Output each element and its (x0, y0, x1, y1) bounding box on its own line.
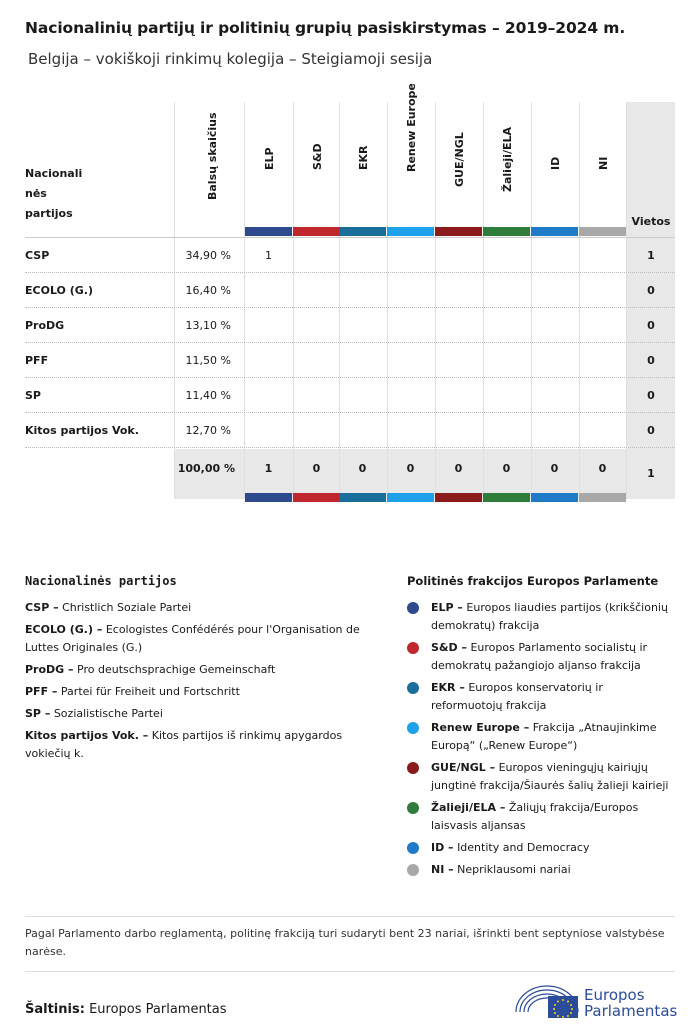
political-group-name: Europos Parlamento socialistų ir demokratų pažangiojo aljanso frakcija (431, 641, 648, 672)
row-party-5: Kitos partijos Vok. (25, 424, 139, 437)
group-color-bar-bottom (435, 493, 482, 502)
row-votes-0: 34,90 % (185, 249, 231, 262)
column-divider (531, 102, 532, 499)
national-party-abbr: Kitos partijos Vok. – (25, 729, 149, 742)
national-party-abbr: CSP – (25, 601, 59, 614)
row-seats-5: 0 (647, 424, 655, 437)
political-group-abbr: GUE/NGL – (431, 761, 496, 774)
group-color-dot-icon (407, 602, 419, 614)
group-header-6: ID (548, 156, 562, 170)
political-group-abbr: Žalieji/ELA – (431, 801, 506, 814)
column-divider (244, 102, 245, 499)
national-party-item (25, 683, 375, 701)
row-divider (25, 377, 675, 378)
group-color-bar-top (531, 227, 578, 236)
national-party-item (25, 727, 375, 763)
political-groups-heading: Politinės frakcijos Europos Parlamente (407, 574, 659, 588)
totals-votes: 100,00 % (177, 462, 235, 475)
column-divider (174, 102, 175, 499)
national-party-abbr: PFF – (25, 685, 58, 698)
national-party-item (25, 621, 375, 657)
political-groups-legend (407, 572, 677, 883)
group-color-bar-top (293, 227, 340, 236)
column-divider (483, 102, 484, 499)
group-color-bar-top (387, 227, 434, 236)
totals-group-4: 0 (454, 462, 463, 475)
group-header-7: NI (596, 156, 610, 170)
group-color-dot-icon (407, 722, 419, 734)
national-party-name: Christlich Soziale Partei (62, 601, 192, 614)
row-votes-2: 13,10 % (185, 319, 231, 332)
group-header-4: GUE/NGL (452, 132, 466, 187)
row-party-2: ProDG (25, 319, 65, 332)
political-group-name: Nepriklausomi nariai (457, 863, 571, 876)
page-subtitle: Belgija – vokiškoji rinkimų kolegija – Steigiamoji sesija (28, 50, 433, 68)
totals-group-2: 0 (358, 462, 367, 475)
row-seats-3: 0 (647, 354, 655, 367)
group-header-3: Renew Europe (404, 83, 418, 172)
party-header-line: Nacionali (25, 167, 83, 180)
political-group-name: Europos konservatorių ir reformuotojų frakcija (431, 681, 603, 712)
political-group-abbr: ID – (431, 841, 454, 854)
logo-line-1: Europos (584, 986, 645, 1004)
source-value: Europos Parlamentas (89, 1002, 227, 1017)
column-divider (293, 102, 294, 499)
national-party-name: Sozialistische Partei (53, 707, 163, 720)
group-header-0: ELP (262, 147, 276, 170)
row-party-1: ECOLO (G.) (25, 284, 93, 297)
totals-group-5: 0 (502, 462, 511, 475)
group-color-bar-bottom (339, 493, 386, 502)
national-party-item (25, 705, 375, 723)
totals-group-7: 0 (598, 462, 607, 475)
group-color-bar-top (579, 227, 626, 236)
column-divider (339, 102, 340, 499)
column-divider (387, 102, 388, 499)
row-party-0: CSP (25, 249, 50, 262)
political-group-abbr: NI – (431, 863, 454, 876)
political-group-item (407, 861, 677, 879)
political-group-item (407, 719, 677, 755)
row-seats-0: 1 (647, 249, 655, 262)
political-group-abbr: EKR – (431, 681, 465, 694)
row-divider (25, 272, 675, 273)
column-divider (626, 102, 627, 499)
political-group-name: Frakcija „Atnaujinkime Europą“ („Renew Europe“) (431, 721, 657, 752)
column-divider (435, 102, 436, 499)
political-group-item (407, 639, 677, 675)
row-divider (25, 447, 675, 448)
group-color-bar-top (245, 227, 292, 236)
group-color-bar-top (339, 227, 386, 236)
party-header-line: partijos (25, 207, 73, 220)
group-header-5: Žalieji/ELA (500, 127, 514, 192)
group-color-bar-bottom (531, 493, 578, 502)
group-color-dot-icon (407, 642, 419, 654)
political-group-name: Žaliųjų frakcija/Europos laisvasis aljansas (431, 801, 639, 832)
group-color-dot-icon (407, 864, 419, 876)
political-group-name: Europos liaudies partijos (krikščionių demokratų) frakcija (431, 601, 668, 632)
political-group-abbr: S&D – (431, 641, 467, 654)
political-group-name: Europos vieningųjų kairiųjų jungtinė frakcija/Šiaurės šalių žalieji kairieji (431, 761, 669, 792)
group-color-bar-top (483, 227, 530, 236)
votes-column-header: Balsų skaičius (206, 112, 219, 200)
totals-group-0: 1 (264, 462, 273, 475)
national-party-item (25, 661, 375, 679)
group-color-dot-icon (407, 682, 419, 694)
group-header-2: EKR (356, 145, 370, 170)
footnote: Pagal Parlamento darbo reglamentą, politinę frakciją turi sudaryti bent 23 nariai, išrinkti bent septyniose valstybėse narėse. (25, 916, 675, 972)
logo-line-2: Parlamentas (584, 1002, 678, 1020)
group-color-bar-bottom (579, 493, 626, 502)
group-header-1: S&D (310, 143, 324, 170)
national-parties-heading: Nacionalinės partijos (25, 574, 177, 588)
national-party-abbr: SP – (25, 707, 51, 720)
totals-group-3: 0 (406, 462, 415, 475)
row-seats-4: 0 (647, 389, 655, 402)
group-color-bar-bottom (387, 493, 434, 502)
national-party-name: Kitos partijos iš rinkimų apygardos vokiečių k. (25, 729, 343, 760)
national-party-abbr: ProDG – (25, 663, 74, 676)
row-0-group-0: 1 (265, 249, 272, 262)
totals-seats: 1 (647, 467, 655, 480)
political-group-name: Identity and Democracy (457, 841, 590, 854)
ep-emblem-icon (514, 982, 580, 1022)
group-color-bar-bottom (483, 493, 530, 502)
group-color-bar-bottom (245, 493, 292, 502)
row-divider (25, 307, 675, 308)
seats-column-bg (627, 102, 675, 499)
party-column-header (25, 164, 82, 224)
political-group-abbr: ELP – (431, 601, 463, 614)
page-title: Nacionalinių partijų ir politinių grupių pasiskirstymas – 2019–2024 m. (25, 19, 626, 37)
totals-group-6: 0 (550, 462, 559, 475)
political-group-item (407, 599, 677, 635)
header-divider (25, 237, 675, 238)
row-votes-1: 16,40 % (185, 284, 231, 297)
seats-column-header: Vietos (631, 215, 671, 228)
row-divider (25, 412, 675, 413)
totals-group-1: 0 (312, 462, 321, 475)
political-group-item (407, 799, 677, 835)
row-party-4: SP (25, 389, 41, 402)
ep-logo-text (584, 987, 677, 1019)
ep-logo (514, 982, 684, 1022)
national-party-name: Partei für Freiheit und Fortschritt (60, 685, 240, 698)
row-votes-4: 11,40 % (185, 389, 231, 402)
group-color-dot-icon (407, 842, 419, 854)
national-party-name: Pro deutschsprachige Gemeinschaft (77, 663, 276, 676)
party-header-line: nės (25, 187, 47, 200)
group-color-dot-icon (407, 762, 419, 774)
group-color-bar-bottom (293, 493, 340, 502)
group-color-bar-top (435, 227, 482, 236)
row-votes-3: 11,50 % (185, 354, 231, 367)
source-line (25, 1002, 227, 1017)
group-color-dot-icon (407, 802, 419, 814)
row-seats-1: 0 (647, 284, 655, 297)
row-party-3: PFF (25, 354, 49, 367)
row-divider (25, 342, 675, 343)
national-parties-legend (25, 572, 375, 767)
row-votes-5: 12,70 % (185, 424, 231, 437)
column-divider (579, 102, 580, 499)
national-party-name: Ecologistes Confédérés pour l'Organisation de Luttes Originales (G.) (25, 623, 360, 654)
national-party-abbr: ECOLO (G.) – (25, 623, 103, 636)
political-group-abbr: Renew Europe – (431, 721, 530, 734)
political-group-item (407, 679, 677, 715)
political-group-item (407, 839, 677, 857)
source-label: Šaltinis: (25, 1002, 85, 1017)
row-seats-2: 0 (647, 319, 655, 332)
political-group-item (407, 759, 677, 795)
national-party-item (25, 599, 375, 617)
